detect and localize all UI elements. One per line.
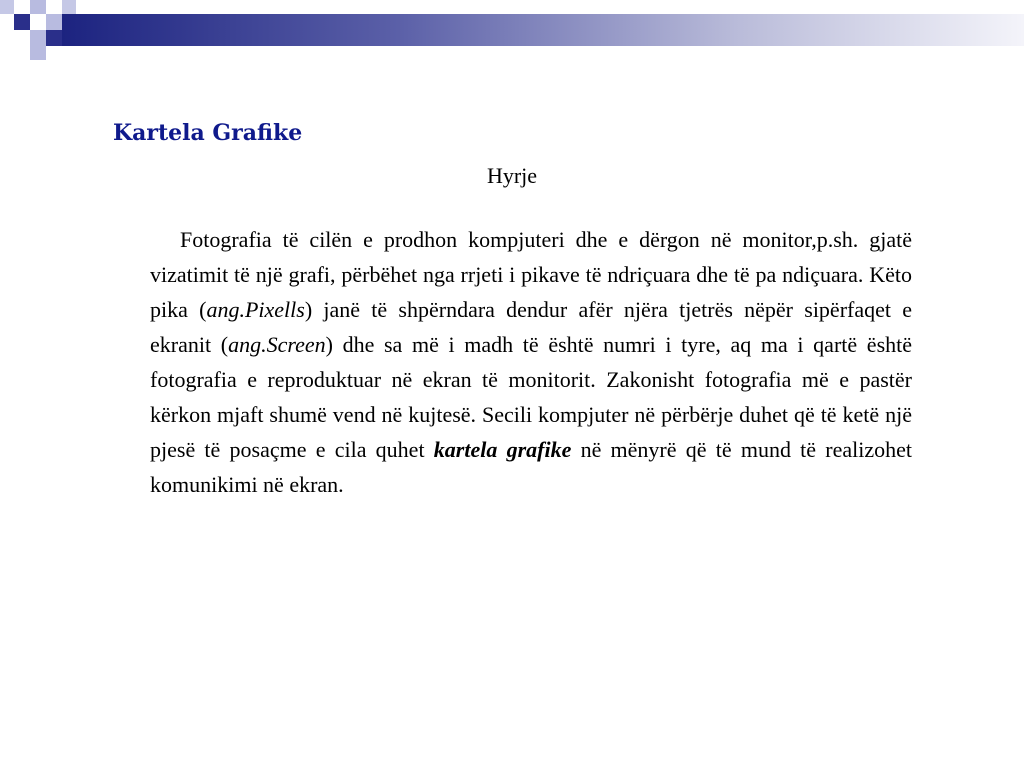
paragraph-text-2: ) janë të shpërndara dendur afër njëra tjetrës nëpër sipërfaqet e ekranit (	[150, 297, 912, 357]
term-pixells: ang.Pixells	[206, 297, 305, 322]
term-kartela-grafike: kartela grafike	[433, 437, 572, 462]
paragraph-text-1: Fotografia të cilën e prodhon kompjuteri dhe e dërgon në monitor,p.sh. gjatë vizatimit të një grafi, përbëhet nga rrjeti i pikave të ndriçuara dhe të pa ndiçuara. Këto pika (	[150, 227, 912, 322]
header-gradient-bar	[62, 14, 1024, 46]
body-paragraph	[150, 222, 912, 502]
paragraph-text-4: në mënyrë që të mund të realizohet komunikimi në ekran.	[150, 437, 912, 497]
slide-subtitle: Hyrje	[486, 163, 538, 188]
slide-title: Kartela Grafike	[113, 120, 303, 146]
paragraph-text-3: ) dhe sa më i madh të është numri i tyre, aq ma i qartë është fotografia e reproduktuar në ekran të monitorit. Zakonisht fotografia më e pastër kërkon mjaft shumë vend në kujtesë. Secili kompjuter në përbërje duhet që të ketë një pjesë të posaçme e cila quhet	[150, 332, 913, 462]
term-screen: ang.Screen	[228, 332, 326, 357]
